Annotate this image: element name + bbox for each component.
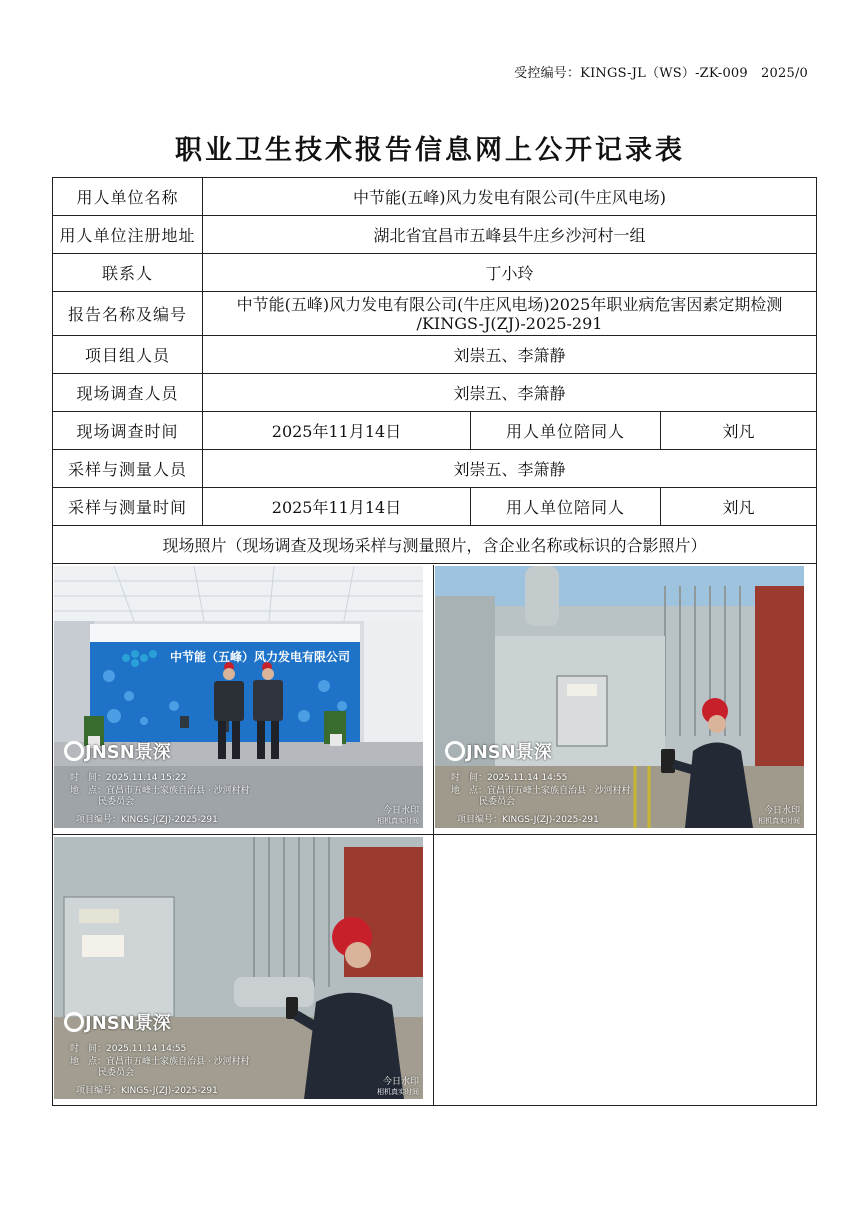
watermark-logo	[64, 738, 171, 764]
row-sampling-time	[53, 488, 817, 526]
watermark-time: 时 间：2025.11.14 14:55	[451, 772, 568, 783]
jnsn-logo-icon	[64, 1012, 84, 1032]
label-contact: 联系人	[53, 254, 203, 292]
watermark-badge	[758, 806, 800, 826]
row-sampling-staff	[53, 450, 817, 488]
photos-cell	[53, 564, 817, 1106]
jnsn-logo-icon	[445, 741, 465, 761]
watermark-logo-text: JNSN景深	[466, 741, 552, 763]
watermark-project: 项目编号：KINGS-J(ZJ)-2025-291	[457, 814, 599, 825]
value-report	[203, 292, 817, 336]
watermark-logo-text: JNSN景深	[85, 741, 171, 763]
photo-grid-divider-vertical	[433, 565, 434, 1106]
label-sampling-time: 采样与测量时间	[53, 488, 203, 526]
watermark-badge-text: 今日水印	[382, 1076, 419, 1087]
watermark-badge-text: 今日水印	[382, 805, 419, 816]
watermark-place-2: 民委员会	[98, 1067, 135, 1078]
row-report	[53, 292, 817, 336]
watermark-place-2: 民委员会	[98, 796, 135, 807]
value-sampling-companion: 刘凡	[661, 488, 817, 526]
photo-grid-divider-horizontal	[53, 834, 816, 835]
label-survey-companion: 用人单位陪同人	[471, 412, 661, 450]
watermark-badge-sub: 相机真实时间	[377, 816, 419, 825]
watermark-badge	[377, 1077, 419, 1097]
row-survey-staff	[53, 374, 817, 412]
value-employer-name: 中节能(五峰)风力发电有限公司(牛庄风电场)	[203, 178, 817, 216]
label-project-team: 项目组人员	[53, 336, 203, 374]
row-photos	[53, 564, 817, 1106]
watermark-badge	[377, 806, 419, 826]
value-sampling-time: 2025年11月14日	[203, 488, 471, 526]
photos-caption: 现场照片（现场调查及现场采样与测量照片，含企业名称或标识的合影照片）	[53, 526, 817, 564]
value-project-team: 刘崇五、李箫静	[203, 336, 817, 374]
watermark-place: 地 点：宜昌市五峰土家族自治县 · 沙河村村	[70, 785, 250, 796]
watermark-place: 地 点：宜昌市五峰土家族自治县 · 沙河村村	[451, 785, 631, 796]
value-employer-address: 湖北省宜昌市五峰县牛庄乡沙河村一组	[203, 216, 817, 254]
watermark-logo-text: JNSN景深	[85, 1012, 171, 1034]
row-employer-name	[53, 178, 817, 216]
photo-grid	[53, 565, 816, 1105]
label-report: 报告名称及编号	[53, 292, 203, 336]
label-sampling-companion: 用人单位陪同人	[471, 488, 661, 526]
page-title: 职业卫生技术报告信息网上公开记录表	[175, 135, 685, 166]
label-employer-name: 用人单位名称	[53, 178, 203, 216]
label-survey-staff: 现场调查人员	[53, 374, 203, 412]
watermark-badge-sub: 相机真实时间	[377, 1087, 419, 1096]
report-number: /KINGS-J(ZJ)-2025-291	[416, 313, 603, 333]
record-table	[52, 177, 817, 1106]
watermark-time: 时 间：2025.11.14 15:22	[70, 772, 187, 783]
row-survey-time	[53, 412, 817, 450]
control-number: 受控编号：KINGS-JL（WS）-ZK-009 2025/0	[514, 66, 808, 81]
value-survey-time: 2025年11月14日	[203, 412, 471, 450]
value-sampling-staff: 刘崇五、李箫静	[203, 450, 817, 488]
value-survey-staff: 刘崇五、李箫静	[203, 374, 817, 412]
watermark-logo	[445, 738, 552, 764]
company-sign-text: 中节能（五峰）风力发电有限公司	[169, 649, 350, 664]
watermark-badge-text: 今日水印	[763, 805, 800, 816]
row-employer-address	[53, 216, 817, 254]
watermark-place-2: 民委员会	[479, 796, 516, 807]
label-employer-address: 用人单位注册地址	[53, 216, 203, 254]
jnsn-logo-icon	[64, 741, 84, 761]
value-survey-companion: 刘凡	[661, 412, 817, 450]
photo-lobby-group	[54, 566, 423, 828]
watermark-place: 地 点：宜昌市五峰土家族自治县 · 沙河村村	[70, 1056, 250, 1067]
watermark-badge-sub: 相机真实时间	[758, 816, 800, 825]
watermark-project: 项目编号：KINGS-J(ZJ)-2025-291	[76, 1085, 218, 1096]
watermark-logo	[64, 1009, 171, 1035]
row-project-team	[53, 336, 817, 374]
photo-transformer-closeup	[54, 837, 423, 1099]
photo-transformer-measurement	[435, 566, 804, 828]
value-contact: 丁小玲	[203, 254, 817, 292]
label-sampling-staff: 采样与测量人员	[53, 450, 203, 488]
watermark-time: 时 间：2025.11.14 14:55	[70, 1043, 187, 1054]
watermark-project: 项目编号：KINGS-J(ZJ)-2025-291	[76, 814, 218, 825]
row-contact	[53, 254, 817, 292]
report-name: 中节能(五峰)风力发电有限公司(牛庄风电场)2025年职业病危害因素定期检测	[236, 294, 783, 314]
label-survey-time: 现场调查时间	[53, 412, 203, 450]
row-photos-caption	[53, 526, 817, 564]
